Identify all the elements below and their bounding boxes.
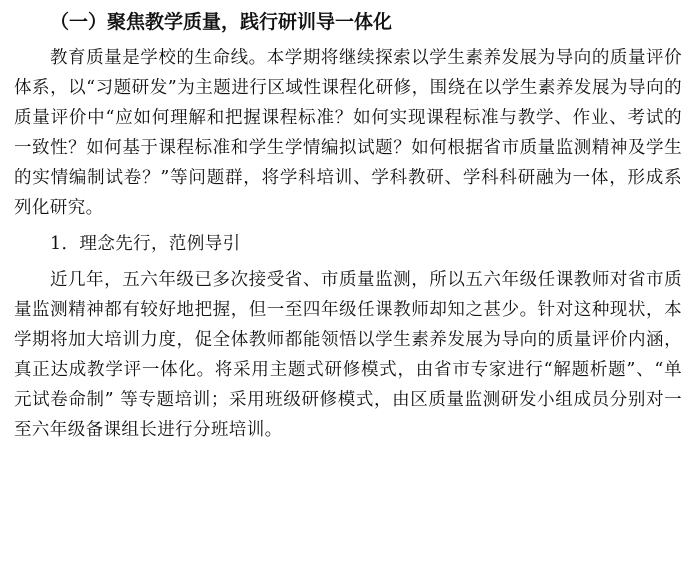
paragraph-training-plan: 近几年，五六年级已多次接受省、市质量监测，所以五六年级任课教师对省市质量监测精神都有较好地把握，但一至四年级任课教师却知之甚少。针对这种现状，本学期将加大培训力度，促全体教师都能领悟以学生素养发展为导向的质量评价内涵，真正达成教学评一体化。将采用主题式研修模式，由省市专家进行“解题析题”、“单元试卷命制” 等专题培训；采用班级研修模式，由区质量监测研发小组成员分别对一至六年级备课组长进行分班培训。 [14, 270, 682, 440]
section-heading: （一）聚焦教学质量，践行研训导一体化 [50, 11, 393, 33]
paragraph-quality-evaluation: 教育质量是学校的生命线。本学期将继续探索以学生素养发展为导向的质量评价体系，以“习题研发”为主题进行区域性课程化研修，围绕在以学生素养发展为导向的质量评价中“应如何理解和把握课程标准？如何实现课程标准与教学、作业、考试的一致性？如何基于课程标准和学生学情编拟试题？如何根据省市质量监测精神及学生的实情编制试卷？”等问题群，将学科培训、学科教研、学科科研融为一体，形成系列化研究。 [14, 48, 682, 218]
subheading-concept-first: 1．理念先行，范例导引 [50, 234, 241, 254]
